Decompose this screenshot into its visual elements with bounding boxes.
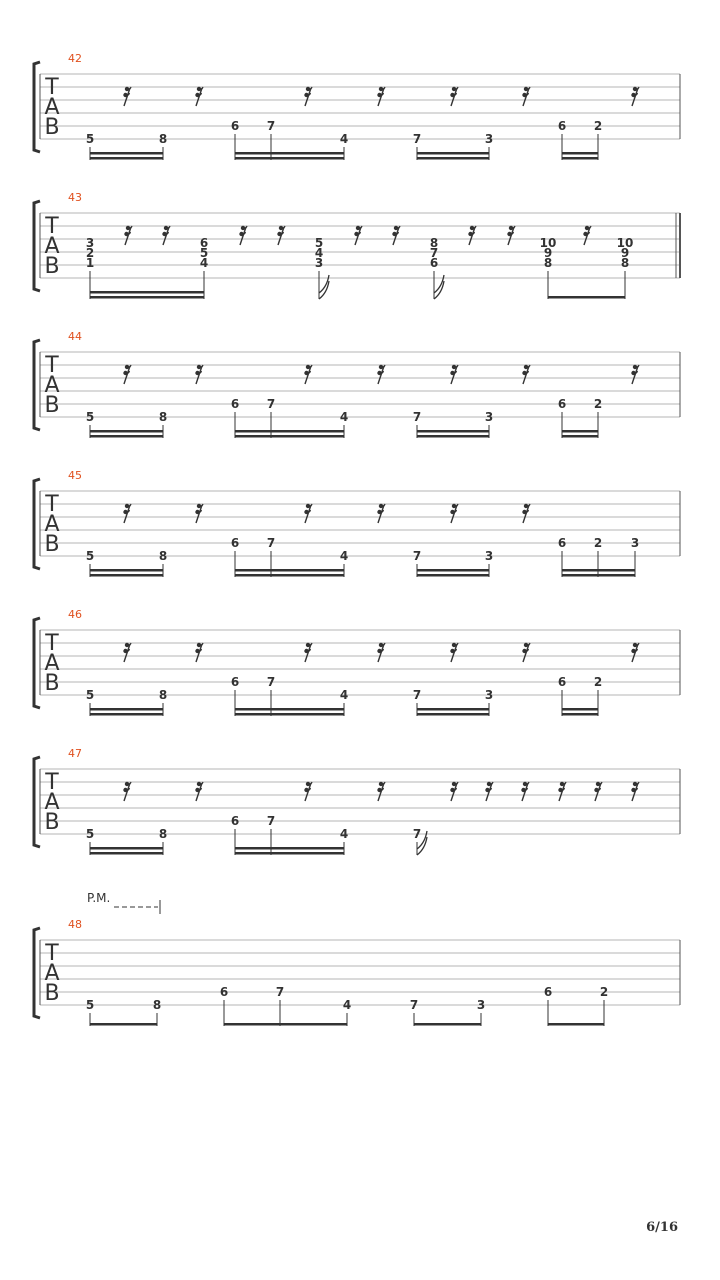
beam bbox=[417, 574, 489, 577]
beam bbox=[90, 852, 163, 855]
fret-number: 3 bbox=[484, 688, 494, 702]
beam bbox=[562, 708, 598, 711]
sixteenth-rest bbox=[124, 226, 132, 245]
fret-number: 6 bbox=[557, 397, 567, 411]
fret-number: 5 bbox=[199, 246, 209, 260]
fret-number: 6 bbox=[230, 536, 240, 550]
fret-number: 8 bbox=[158, 688, 168, 702]
tab-clef-b: B bbox=[44, 254, 60, 279]
beam bbox=[235, 157, 344, 160]
sixteenth-rest bbox=[450, 504, 458, 523]
fret-number: 3 bbox=[484, 549, 494, 563]
beam bbox=[90, 291, 204, 294]
fret-number: 5 bbox=[85, 549, 95, 563]
tab-clef-t: T bbox=[45, 353, 59, 378]
fret-number: 4 bbox=[314, 246, 324, 260]
beam bbox=[562, 574, 635, 577]
sixteenth-rest bbox=[123, 643, 131, 662]
sixteenth-rest bbox=[354, 226, 362, 245]
beam bbox=[562, 713, 598, 716]
measure-43 bbox=[34, 191, 680, 299]
fret-number: 8 bbox=[620, 256, 630, 270]
bar-number: 44 bbox=[68, 330, 82, 343]
fret-number: 4 bbox=[199, 256, 209, 270]
tab-clef-b: B bbox=[44, 393, 60, 418]
fret-number: 8 bbox=[543, 256, 553, 270]
fret-number: 2 bbox=[85, 246, 95, 260]
sixteenth-rest bbox=[377, 365, 385, 384]
beam bbox=[224, 1023, 347, 1026]
fret-number: 7 bbox=[275, 985, 285, 999]
fret-number: 3 bbox=[476, 998, 486, 1012]
beam bbox=[235, 574, 344, 577]
sixteenth-rest bbox=[631, 643, 639, 662]
fret-number: 5 bbox=[85, 410, 95, 424]
sixteenth-rest bbox=[123, 365, 131, 384]
tab-clef-t: T bbox=[45, 214, 59, 239]
sixteenth-rest bbox=[583, 226, 591, 245]
sixteenth-rest bbox=[522, 87, 530, 106]
beam bbox=[235, 430, 344, 433]
sixteenth-rest bbox=[507, 226, 515, 245]
sixteenth-rest bbox=[304, 87, 312, 106]
beam bbox=[90, 708, 163, 711]
sixteenth-rest bbox=[594, 782, 602, 801]
beam bbox=[90, 1023, 157, 1026]
fret-number: 3 bbox=[484, 132, 494, 146]
sixteenth-rest bbox=[450, 365, 458, 384]
tab-clef-b: B bbox=[44, 671, 60, 696]
tab-clef-b: B bbox=[44, 810, 60, 835]
staff-bracket bbox=[34, 340, 40, 430]
fret-number: 7 bbox=[412, 410, 422, 424]
beam bbox=[235, 435, 344, 438]
beam bbox=[562, 430, 598, 433]
fret-number: 5 bbox=[85, 688, 95, 702]
sixteenth-rest bbox=[123, 504, 131, 523]
measure-46 bbox=[34, 608, 680, 716]
tab-clef-t: T bbox=[45, 75, 59, 100]
sixteenth-rest bbox=[195, 87, 203, 106]
sixteenth-rest bbox=[304, 643, 312, 662]
sixteenth-rest bbox=[195, 365, 203, 384]
fret-number: 8 bbox=[152, 998, 162, 1012]
fret-number: 4 bbox=[339, 827, 349, 841]
fret-number: 4 bbox=[339, 410, 349, 424]
tab-clef-b: B bbox=[44, 532, 60, 557]
sixteenth-rest bbox=[468, 226, 476, 245]
bar-number: 42 bbox=[68, 52, 82, 65]
staff-bracket bbox=[34, 618, 40, 708]
beam bbox=[562, 569, 635, 572]
sixteenth-rest bbox=[521, 782, 529, 801]
sixteenth-rest bbox=[304, 504, 312, 523]
sixteenth-rest bbox=[162, 226, 170, 245]
beam bbox=[417, 713, 489, 716]
fret-number: 6 bbox=[557, 675, 567, 689]
sixteenth-rest bbox=[631, 87, 639, 106]
fret-number: 6 bbox=[557, 119, 567, 133]
fret-number: 3 bbox=[484, 410, 494, 424]
beam bbox=[562, 435, 598, 438]
fret-number: 10 bbox=[539, 236, 557, 250]
fret-number: 6 bbox=[199, 236, 209, 250]
bar-number: 46 bbox=[68, 608, 82, 621]
fret-number: 6 bbox=[429, 256, 439, 270]
fret-number: 3 bbox=[630, 536, 640, 550]
sixteenth-rest bbox=[377, 87, 385, 106]
beam bbox=[417, 708, 489, 711]
bar-number: 47 bbox=[68, 747, 82, 760]
staff-bracket bbox=[34, 928, 40, 1018]
beam bbox=[548, 296, 625, 299]
fret-number: 7 bbox=[409, 998, 419, 1012]
sixteenth-rest bbox=[123, 87, 131, 106]
measure-45 bbox=[34, 469, 680, 577]
measure-47 bbox=[34, 747, 680, 855]
tab-clef-a: A bbox=[44, 373, 60, 398]
sixteenth-rest bbox=[631, 365, 639, 384]
fret-number: 6 bbox=[557, 536, 567, 550]
sixteenth-rest bbox=[450, 87, 458, 106]
sixteenth-rest bbox=[377, 504, 385, 523]
sixteenth-rest bbox=[304, 782, 312, 801]
measure-48 bbox=[34, 891, 680, 1026]
beam bbox=[235, 852, 344, 855]
fret-number: 8 bbox=[158, 410, 168, 424]
beam bbox=[90, 157, 163, 160]
fret-number: 3 bbox=[85, 236, 95, 250]
fret-number: 6 bbox=[230, 397, 240, 411]
fret-number: 6 bbox=[230, 119, 240, 133]
bar-number: 45 bbox=[68, 469, 82, 482]
tab-clef-a: A bbox=[44, 95, 60, 120]
sixteenth-rest bbox=[304, 365, 312, 384]
beam bbox=[235, 713, 344, 716]
fret-number: 4 bbox=[342, 998, 352, 1012]
fret-number: 2 bbox=[599, 985, 609, 999]
beam bbox=[90, 713, 163, 716]
sixteenth-rest bbox=[195, 643, 203, 662]
staff-bracket bbox=[34, 479, 40, 569]
sixteenth-rest bbox=[277, 226, 285, 245]
sixteenth-rest bbox=[450, 782, 458, 801]
sixteenth-rest bbox=[377, 643, 385, 662]
fret-number: 7 bbox=[266, 814, 276, 828]
fret-number: 8 bbox=[429, 236, 439, 250]
fret-number: 5 bbox=[85, 827, 95, 841]
fret-number: 5 bbox=[85, 998, 95, 1012]
tab-clef-t: T bbox=[45, 631, 59, 656]
sixteenth-rest bbox=[522, 365, 530, 384]
beam bbox=[235, 569, 344, 572]
sixteenth-rest bbox=[522, 643, 530, 662]
beam bbox=[417, 152, 489, 155]
beam bbox=[90, 569, 163, 572]
sixteenth-rest bbox=[377, 782, 385, 801]
fret-number: 9 bbox=[543, 246, 553, 260]
fret-number: 8 bbox=[158, 132, 168, 146]
measure-44 bbox=[34, 330, 680, 438]
sixteenth-rest bbox=[239, 226, 247, 245]
tab-clef-t: T bbox=[45, 941, 59, 966]
measure-42 bbox=[34, 52, 680, 160]
beam bbox=[235, 152, 344, 155]
beam bbox=[90, 152, 163, 155]
tab-clef-b: B bbox=[44, 115, 60, 140]
fret-number: 8 bbox=[158, 549, 168, 563]
beam bbox=[235, 708, 344, 711]
fret-number: 2 bbox=[593, 675, 603, 689]
tab-clef-a: A bbox=[44, 234, 60, 259]
sixteenth-rest bbox=[522, 504, 530, 523]
beam bbox=[562, 152, 598, 155]
beam bbox=[417, 430, 489, 433]
fret-number: 2 bbox=[593, 397, 603, 411]
fret-number: 6 bbox=[543, 985, 553, 999]
fret-number: 7 bbox=[412, 132, 422, 146]
tab-clef-b: B bbox=[44, 981, 60, 1006]
note-flag bbox=[434, 281, 444, 299]
sixteenth-rest bbox=[485, 782, 493, 801]
staff-bracket bbox=[34, 62, 40, 152]
tab-clef-a: A bbox=[44, 790, 60, 815]
page-number: 6/16 bbox=[646, 1220, 678, 1235]
beam bbox=[235, 847, 344, 850]
fret-number: 10 bbox=[616, 236, 634, 250]
beam bbox=[90, 574, 163, 577]
fret-number: 7 bbox=[266, 119, 276, 133]
fret-number: 7 bbox=[412, 827, 422, 841]
sixteenth-rest bbox=[631, 782, 639, 801]
tab-clef-a: A bbox=[44, 961, 60, 986]
sixteenth-rest bbox=[195, 782, 203, 801]
sixteenth-rest bbox=[195, 504, 203, 523]
sixteenth-rest bbox=[123, 782, 131, 801]
beam bbox=[548, 1023, 604, 1026]
staff-bracket bbox=[34, 757, 40, 847]
fret-number: 7 bbox=[429, 246, 439, 260]
sixteenth-rest bbox=[558, 782, 566, 801]
palm-mute-label: P.M. bbox=[87, 891, 111, 905]
beam bbox=[417, 157, 489, 160]
sixteenth-rest bbox=[392, 226, 400, 245]
fret-number: 7 bbox=[266, 536, 276, 550]
bar-number: 43 bbox=[68, 191, 82, 204]
staff-bracket bbox=[34, 201, 40, 291]
fret-number: 2 bbox=[593, 119, 603, 133]
tab-clef-a: A bbox=[44, 651, 60, 676]
beam bbox=[90, 430, 163, 433]
fret-number: 3 bbox=[314, 256, 324, 270]
fret-number: 4 bbox=[339, 132, 349, 146]
beam bbox=[414, 1023, 481, 1026]
beam bbox=[90, 435, 163, 438]
bar-number: 48 bbox=[68, 918, 82, 931]
fret-number: 5 bbox=[85, 132, 95, 146]
beam bbox=[562, 157, 598, 160]
fret-number: 2 bbox=[593, 536, 603, 550]
fret-number: 1 bbox=[85, 256, 95, 270]
fret-number: 6 bbox=[230, 675, 240, 689]
beam bbox=[417, 435, 489, 438]
fret-number: 9 bbox=[620, 246, 630, 260]
beam bbox=[90, 296, 204, 299]
fret-number: 7 bbox=[266, 675, 276, 689]
fret-number: 4 bbox=[339, 549, 349, 563]
fret-number: 6 bbox=[219, 985, 229, 999]
note-flag bbox=[319, 281, 329, 299]
fret-number: 8 bbox=[158, 827, 168, 841]
tab-clef-t: T bbox=[45, 492, 59, 517]
beam bbox=[90, 847, 163, 850]
tab-clef-a: A bbox=[44, 512, 60, 537]
fret-number: 7 bbox=[412, 549, 422, 563]
fret-number: 7 bbox=[266, 397, 276, 411]
fret-number: 6 bbox=[230, 814, 240, 828]
beam bbox=[417, 569, 489, 572]
fret-number: 5 bbox=[314, 236, 324, 250]
fret-number: 4 bbox=[339, 688, 349, 702]
sixteenth-rest bbox=[450, 643, 458, 662]
fret-number: 7 bbox=[412, 688, 422, 702]
tab-clef-t: T bbox=[45, 770, 59, 795]
